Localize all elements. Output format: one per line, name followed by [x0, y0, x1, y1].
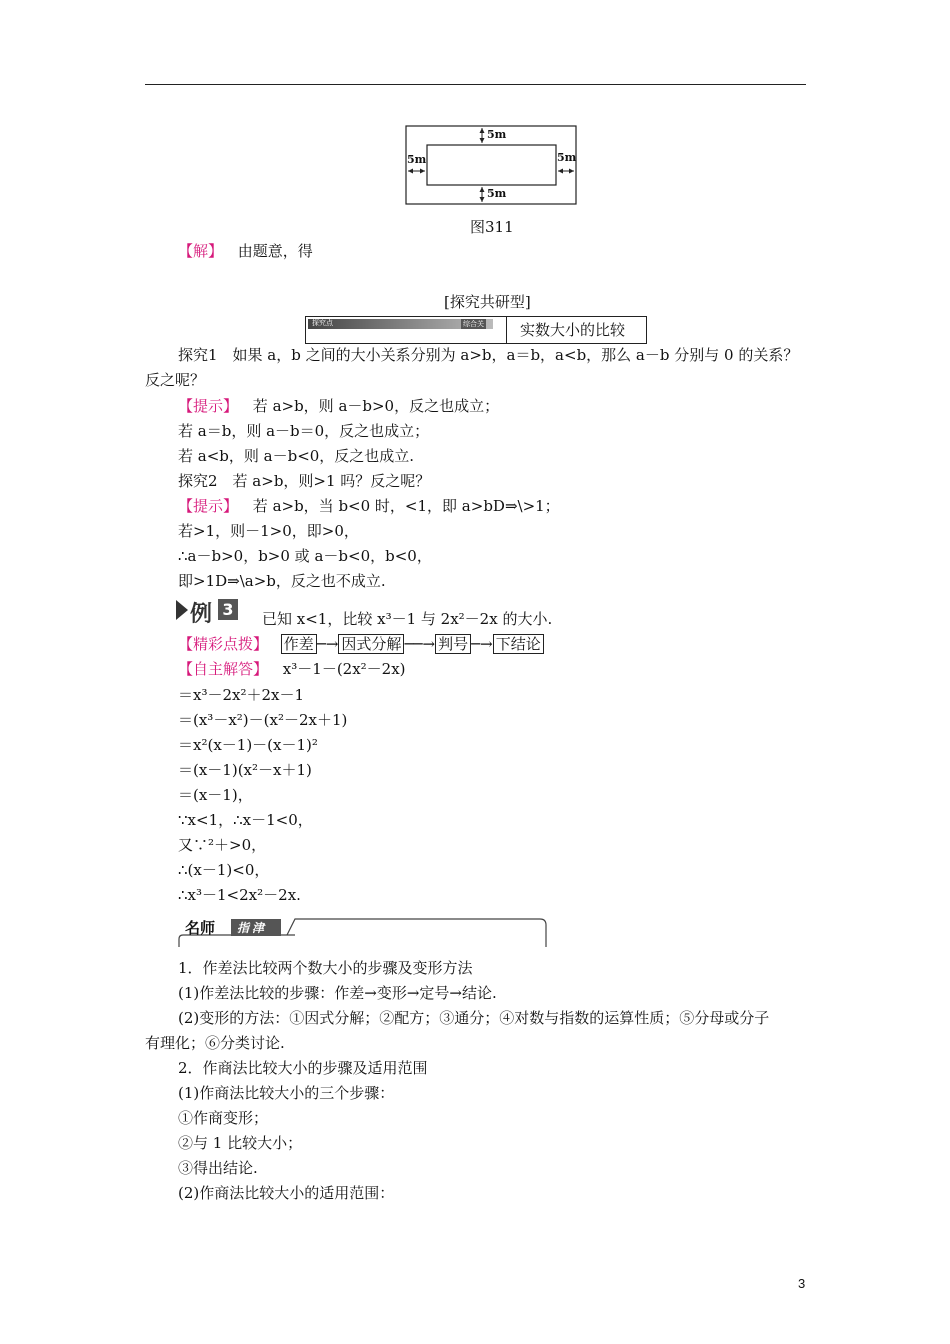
explore1-question-cont: 反之呢？ — [145, 371, 206, 389]
figure-label-bottom: 5m — [487, 187, 507, 200]
section-title: 实数大小的比较 — [520, 321, 626, 339]
teacher-p9: (2)作商法比较大小的适用范围： — [178, 1184, 395, 1202]
example-tip-line — [178, 634, 544, 654]
section-bracket-title: [探究共研型] — [444, 293, 531, 311]
solution-text: 由题意，得 — [237, 242, 313, 260]
section-bar-left: 探究点 — [312, 319, 333, 327]
example-badge-triangle — [176, 600, 188, 620]
explore2-hint-tag: 【提示】 — [178, 497, 239, 515]
teacher-p3b: 有理化；⑥分类讨论. — [145, 1034, 285, 1052]
example-answer-line — [178, 659, 406, 679]
step-box-3: 判号 — [435, 634, 471, 654]
teacher-guide-header — [175, 915, 550, 949]
example-answer-tag: 【自主解答】 — [178, 660, 269, 678]
section-bar-tag: 综合关 — [463, 320, 484, 328]
explore1-hint3: 若 a<b，则 a－b<0，反之也成立. — [178, 447, 415, 465]
answer-step-9: ∴x³－1<2x²－2x. — [178, 886, 301, 904]
example-answer-first: x³－1－(2x²－2x) — [282, 660, 406, 678]
figure-caption: 图311 — [470, 218, 514, 236]
teacher-p5: (1)作商法比较大小的三个步骤： — [178, 1084, 395, 1102]
step-arrow-3: ─→ — [471, 635, 493, 653]
answer-step-5: ＝(x－1)， — [178, 786, 253, 804]
figure-label-left: 5m — [407, 153, 427, 166]
explore2-hint4: 即>1D⇒\a>b，反之也不成立. — [178, 572, 386, 590]
solution-tag: 【解】 — [178, 242, 224, 260]
explore2-hint3: ∴a－b>0，b>0 或 a－b<0，b<0， — [178, 547, 432, 565]
answer-step-7: 又∵²＋>0， — [178, 836, 267, 854]
section-title-bar — [305, 316, 647, 344]
example-tip-tag: 【精彩点拨】 — [178, 635, 269, 653]
step-box-1: 作差 — [281, 634, 317, 654]
answer-step-2: ＝(x³－x²)－(x²－2x＋1) — [178, 711, 348, 729]
explore1-hint1: 若 a>b，则 a－b>0，反之也成立； — [252, 397, 500, 415]
example-badge — [176, 597, 240, 627]
example-question: 已知 x<1，比较 x³－1 与 2x²－2x 的大小. — [262, 610, 553, 628]
explore1-hint-line1 — [178, 396, 499, 416]
solution-line — [178, 241, 313, 261]
step-arrow-2: ──→ — [404, 635, 436, 653]
step-arrow-1: ─→ — [316, 635, 339, 653]
figure-label-right: 5m — [557, 151, 577, 164]
step-box-2: 因式分解 — [338, 634, 404, 654]
teacher-guide-title-b: 指津 — [237, 921, 268, 935]
answer-step-4: ＝(x－1)(x²－x＋1) — [178, 761, 312, 779]
explore1-hint2: 若 a＝b，则 a－b＝0，反之也成立； — [178, 422, 430, 440]
teacher-guide-title-a: 名师 — [185, 919, 216, 937]
answer-step-6: ∵x<1，∴x－1<0， — [178, 811, 313, 829]
figure-label-top: 5m — [487, 128, 507, 141]
teacher-p6: ①作商变形； — [178, 1109, 269, 1127]
answer-step-1: ＝x³－2x²＋2x－1 — [178, 686, 305, 704]
section-bar-separator — [506, 317, 507, 343]
explore2-question: 探究2 若 a>b，则>1 吗？反之呢？ — [178, 472, 431, 490]
teacher-guide-frame — [175, 915, 550, 949]
teacher-p1: 1．作差法比较两个数大小的步骤及变形方法 — [178, 959, 473, 977]
explore2-hint1: 若 a>b，当 b<0 时，<1，即 a>bD⇒\>1； — [252, 497, 560, 515]
teacher-p2: (1)作差法比较的步骤：作差→变形→定号→结论. — [178, 984, 497, 1002]
page-number: 3 — [798, 1276, 806, 1291]
step-box-4: 下结论 — [493, 634, 544, 654]
teacher-p8: ③得出结论. — [178, 1159, 258, 1177]
example-badge-text: 例 — [190, 602, 213, 627]
header-rule — [145, 84, 806, 85]
explore2-hint2: 若>1，则－1>0，即>0， — [178, 522, 359, 540]
answer-step-8: ∴(x－1)<0， — [178, 861, 270, 879]
answer-step-3: ＝x²(x－1)－(x－1)² — [178, 736, 318, 754]
teacher-p7: ②与 1 比较大小； — [178, 1134, 303, 1152]
teacher-p3a: (2)变形的方法：①因式分解；②配方；③通分；④对数与指数的运算性质；⑤分母或分子 — [178, 1009, 770, 1027]
teacher-p4: 2．作商法比较大小的步骤及适用范围 — [178, 1059, 428, 1077]
explore2-hint-line1 — [178, 496, 560, 516]
explore1-question: 探究1 如果 a，b 之间的大小关系分别为 a>b，a＝b，a<b，那么 a－b 分别与 0 的关系？ — [178, 346, 799, 364]
example-badge-number: 3 — [218, 599, 238, 620]
explore1-hint-tag: 【提示】 — [178, 397, 239, 415]
